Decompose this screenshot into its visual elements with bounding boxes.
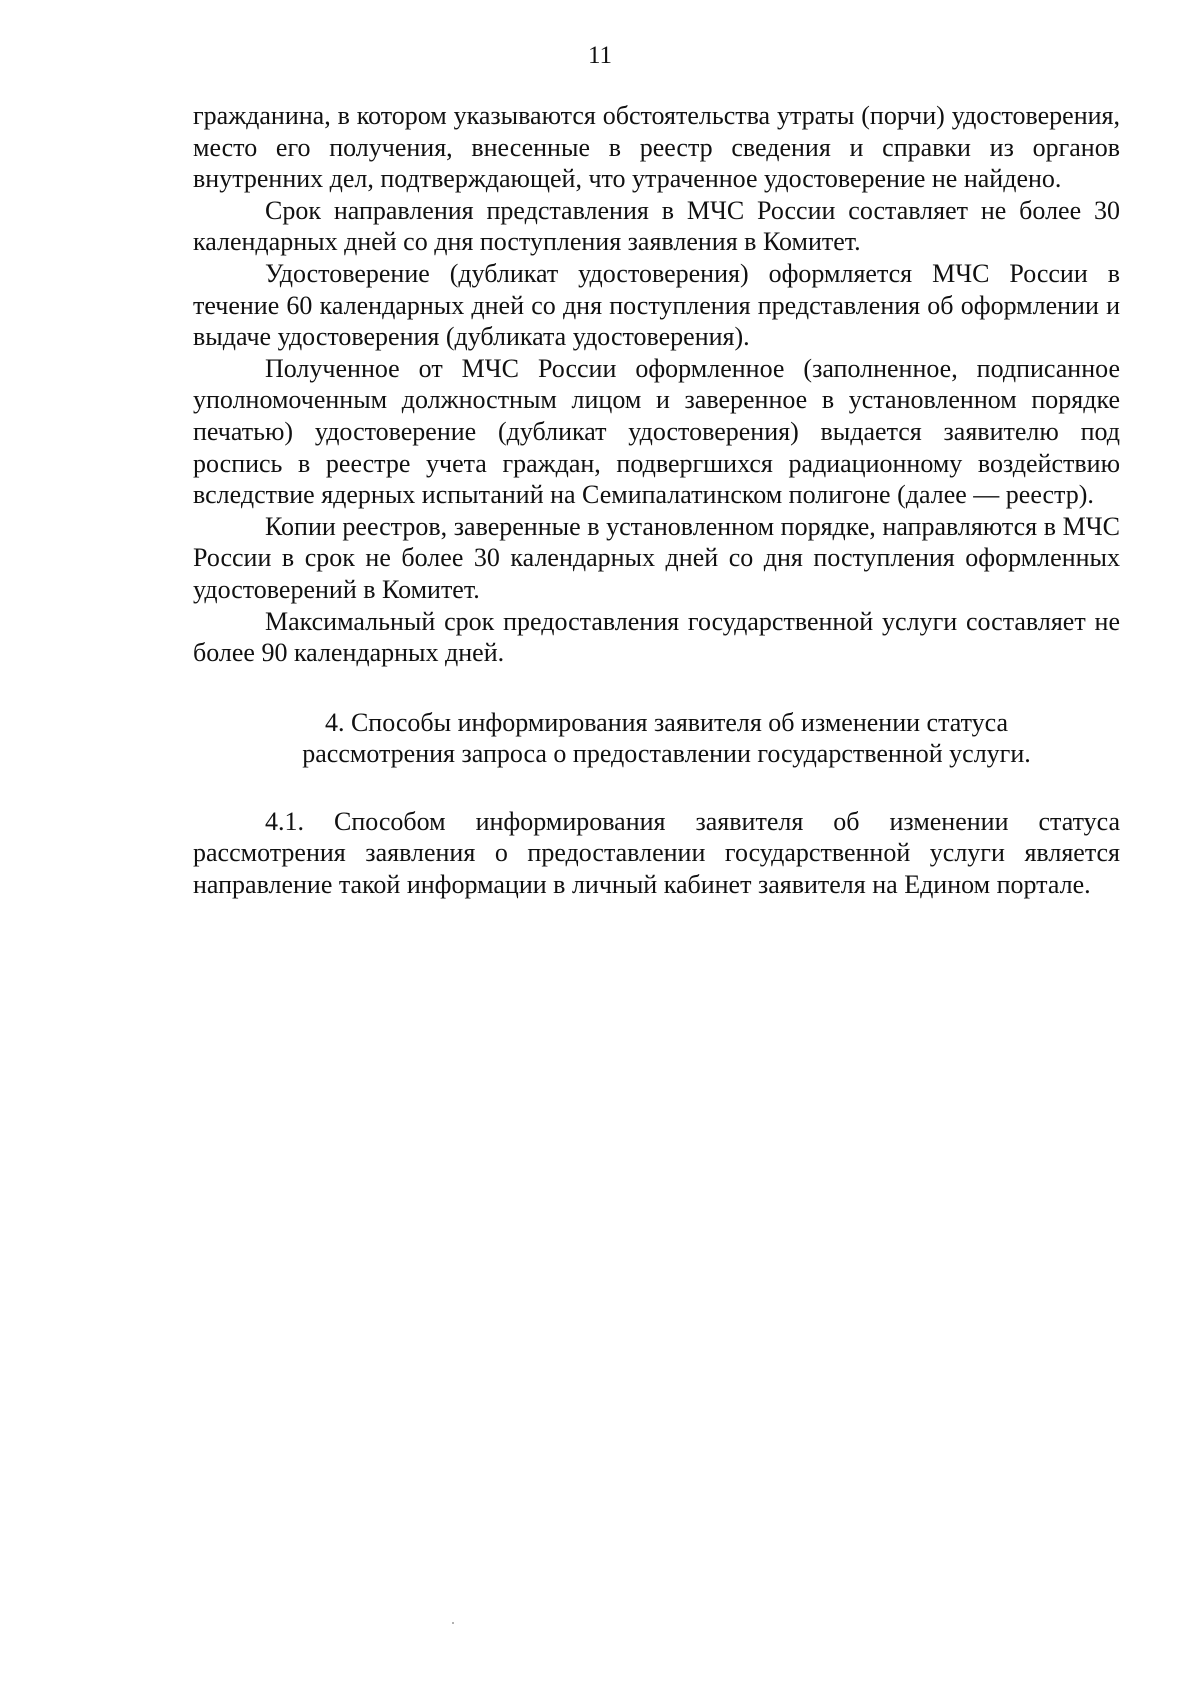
- paragraph-certificate-delivery: Полученное от МЧС России оформленное (заполненное, подписанное уполномоченным должностным лицом и заверенное в установленном порядке печатью) удостоверение (дубликат удостоверения) выдается заявителю под роспись в реестре учета граждан, подвергшихся радиационному воздействию вследствие ядерных испытаний на Семипалатинском полигоне (далее — реестр).: [193, 353, 1120, 510]
- paragraph-continuation: гражданина, в котором указываются обстоятельства утраты (порчи) удостоверения, место его получения, внесенные в реестр сведения и справки из органов внутренних дел, подтверждающей, что утраченное удостоверение не найдено.: [193, 101, 1120, 194]
- paragraph-4-1: 4.1. Способом информирования заявителя об изменении статуса рассмотрения заявления о предоставлении государственной услуги является направление такой информации в личный кабинет заявителя на Едином портале.: [193, 806, 1120, 900]
- section-heading-line-2: рассмотрения запроса о предоставлении государственной услуги.: [302, 739, 1031, 769]
- section-heading-line-1: 4. Способы информирования заявителя об изменении статуса: [324, 707, 1009, 737]
- document-body: [193, 100, 1120, 901]
- section-heading: [193, 707, 1120, 770]
- paragraph-submission-deadline: Срок направления представления в МЧС России составляет не более 30 календарных дней со дня поступления заявления в Комитет.: [193, 195, 1120, 257]
- paragraph-registry-copies: Копии реестров, заверенные в установленном порядке, направляются в МЧС России в срок не более 30 календарных дней со дня поступления оформленных удостоверений в Комитет.: [193, 511, 1120, 604]
- scan-speck: [452, 1622, 454, 1624]
- paragraph-maximum-term: Максимальный срок предоставления государственной услуги составляет не более 90 календарных дней.: [193, 606, 1120, 668]
- paragraph-certificate-issuance: Удостоверение (дубликат удостоверения) оформляется МЧС России в течение 60 календарных дней со дня поступления представления об оформлении и выдаче удостоверения (дубликата удостоверения).: [193, 258, 1120, 352]
- page-number: 11: [587, 42, 613, 69]
